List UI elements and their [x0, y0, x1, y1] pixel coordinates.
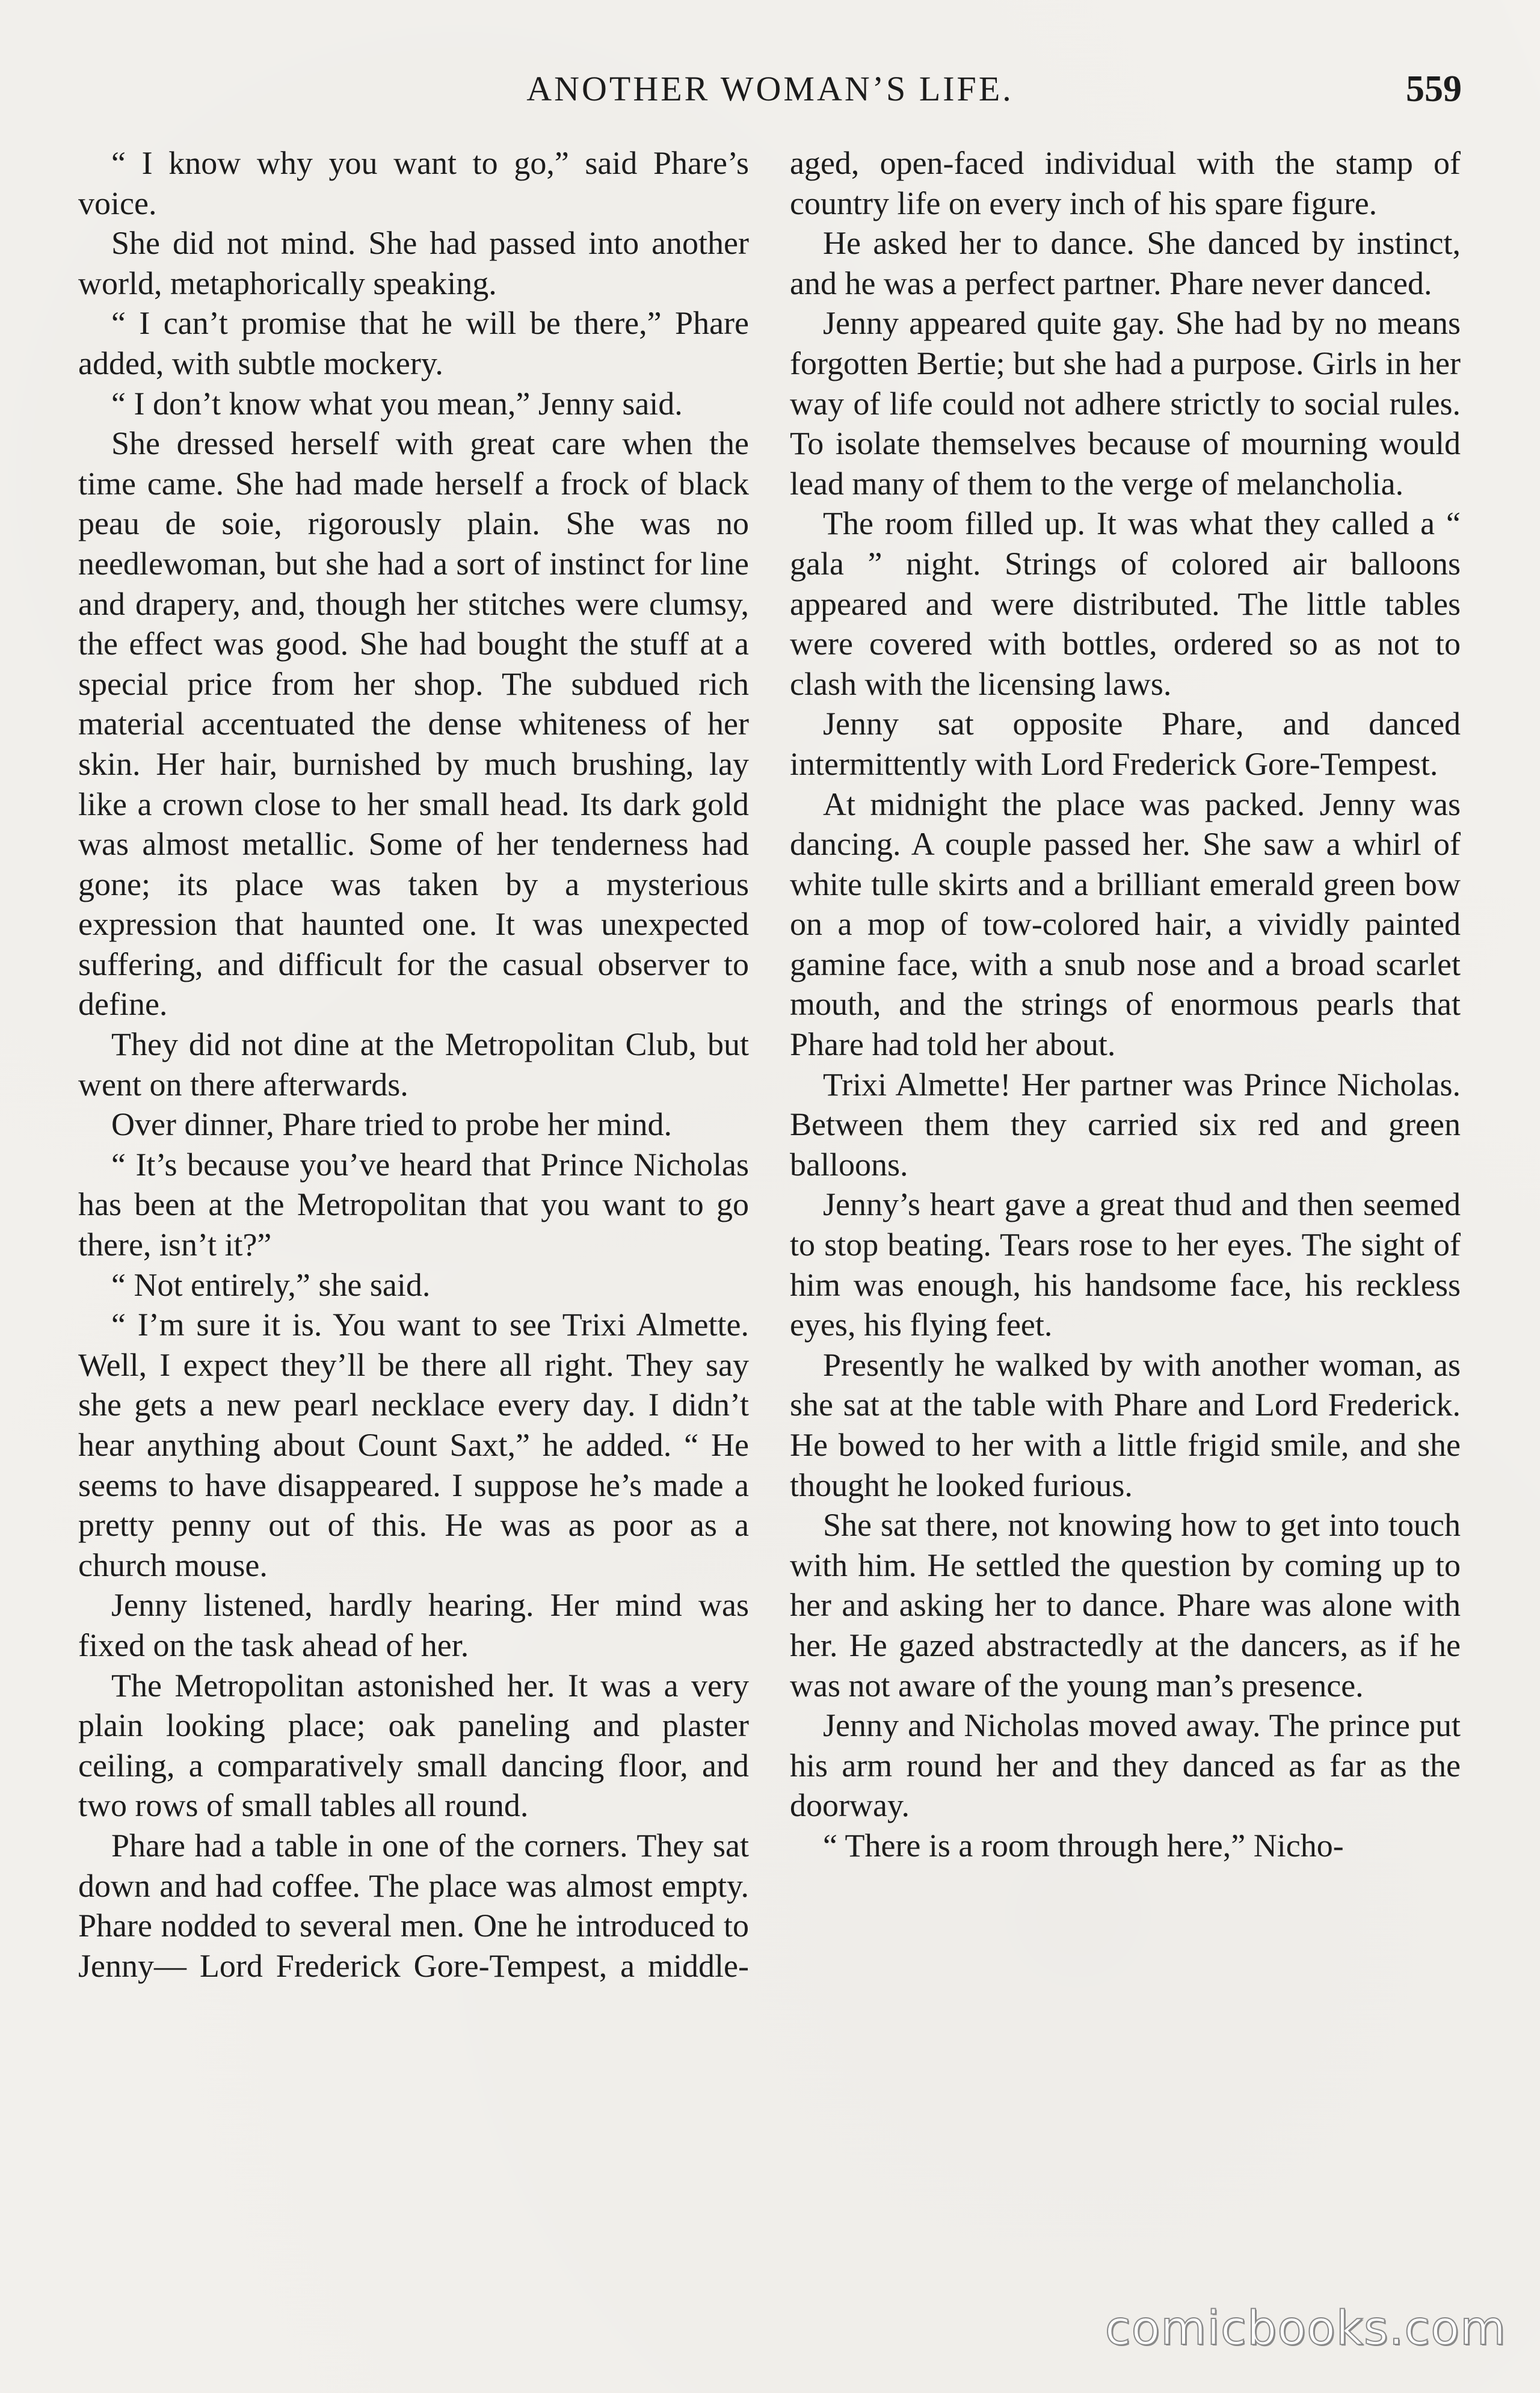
paragraph: “ I know why you want to go,” said Phare’s voice.: [78, 145, 749, 221]
paragraph: “ It’s because you’ve heard that Prince Nicholas has been at the Metropolitan that you want to go there, isn’t it?”: [78, 1146, 749, 1263]
paragraph: “ I don’t know what you mean,” Jenny said.: [111, 385, 683, 422]
paragraph: She sat there, not knowing how to get into touch with him. He settled the question by coming up to her and asking her to dance. Phare was alone with her. He gazed abstractedly at the dancers, as if he was not aware of the young man’s presence.: [790, 1507, 1461, 1704]
right-column: [790, 143, 1461, 1866]
running-head: [78, 65, 1462, 113]
paragraph: Jenny sat opposite Phare, and danced intermittently with Lord Frederick Gore-Tempest.: [790, 706, 1461, 782]
paragraph: Phare had a table in one of the corners. They sat down and had coffee. The place was almost empty. Phare nodded to several men. One he introduced to Jenny— Lord Frederick Gore-Tempest, a middle-: [78, 1827, 749, 1984]
watermark: comicbooks.com: [1104, 2302, 1506, 2356]
page-number: 559: [1406, 69, 1462, 109]
paragraph: They did not dine at the Metropolitan Club, but went on there afterwards.: [78, 1026, 749, 1103]
paragraph: Over dinner, Phare tried to probe her mind.: [111, 1106, 673, 1143]
paragraph: Jenny listened, hardly hearing. Her mind was fixed on the task ahead of her.: [78, 1587, 749, 1663]
paragraph: She did not mind. She had passed into another world, metaphorically speaking.: [78, 225, 749, 301]
running-title: ANOTHER WOMAN’S LIFE.: [526, 69, 1014, 108]
paragraph: Trixi Almette! Her partner was Prince Nicholas. Between them they carried six red and green balloons.: [790, 1066, 1461, 1183]
paragraph: The room filled up. It was what they called a “ gala ” night. Strings of colored air balloons appeared and were distributed. The little tables were covered with bottles, ordered so as not to clash with the licensing laws.: [790, 505, 1461, 702]
paragraph: She dressed herself with great care when the time came. She had made herself a frock of black peau de soie, rigorously plain. She was no needlewoman, but she had a sort of instinct for line and drapery, and, though her stitches were clumsy, the effect was good. She had bought the stuff at a special price from her shop. The subdued rich material accentuated the dense whiteness of her skin. Her hair, burnished by much brushing, lay like a crown close to her small head. Its dark gold was almost metallic. Some of her tenderness had gone; its place was taken by a mysterious expression that haunted one. It was unexpected suffering, and difficult for the casual observer to define.: [78, 425, 749, 1023]
paragraph: Presently he walked by with another woman, as she sat at the table with Phare and Lord Frederick. He bowed to her with a little frigid smile, and she thought he looked furious.: [790, 1346, 1461, 1503]
paragraph: At midnight the place was packed. Jenny was dancing. A couple passed her. She saw a whirl of white tulle skirts and a brilliant emerald green bow on a mop of tow-colored hair, a vividly painted gamine face, with a snub nose and a broad scarlet mouth, and the strings of enormous pearls that Phare had told her about.: [790, 786, 1461, 1063]
left-column: [78, 143, 749, 1986]
paragraph: He asked her to dance. She danced by instinct, and he was a perfect partner. Phare never danced.: [790, 225, 1461, 301]
paragraph: The Metropolitan astonished her. It was a very plain looking place; oak paneling and plaster ceiling, a comparatively small dancing floor, and two rows of small tables all round.: [78, 1667, 749, 1824]
paragraph: “ I’m sure it is. You want to see Trixi Almette. Well, I expect they’ll be there all right. They say she gets a new pearl necklace every day. I didn’t hear anything about Count Saxt,” he added. “ He seems to have disappeared. I suppose he’s made a pretty penny out of this. He was as poor as a church mouse.: [78, 1307, 749, 1583]
paragraph: “ I can’t promise that he will be there,” Phare added, with subtle mockery.: [78, 305, 749, 381]
paragraph: Jenny and Nicholas moved away. The prince put his arm round her and they danced as far as the doorway.: [790, 1707, 1461, 1824]
paragraph-continued: aged, open-faced individual with the stamp of country life on every inch of his spare figure.: [790, 145, 1461, 221]
paragraph: “ Not entirely,” she said.: [111, 1266, 431, 1303]
paragraph: Jenny’s heart gave a great thud and then seemed to stop beating. Tears rose to her eyes. The sight of him was enough, his handsome face, his reckless eyes, his flying feet.: [790, 1186, 1461, 1343]
paragraph: Jenny appeared quite gay. She had by no means forgotten Bertie; but she had a purpose. Girls in her way of life could not adhere strictly to social rules. To isolate themselves because of mourning would lead many of them to the verge of melancholia.: [790, 305, 1461, 502]
paragraph: “ There is a room through here,” Nicho-: [823, 1827, 1344, 1864]
